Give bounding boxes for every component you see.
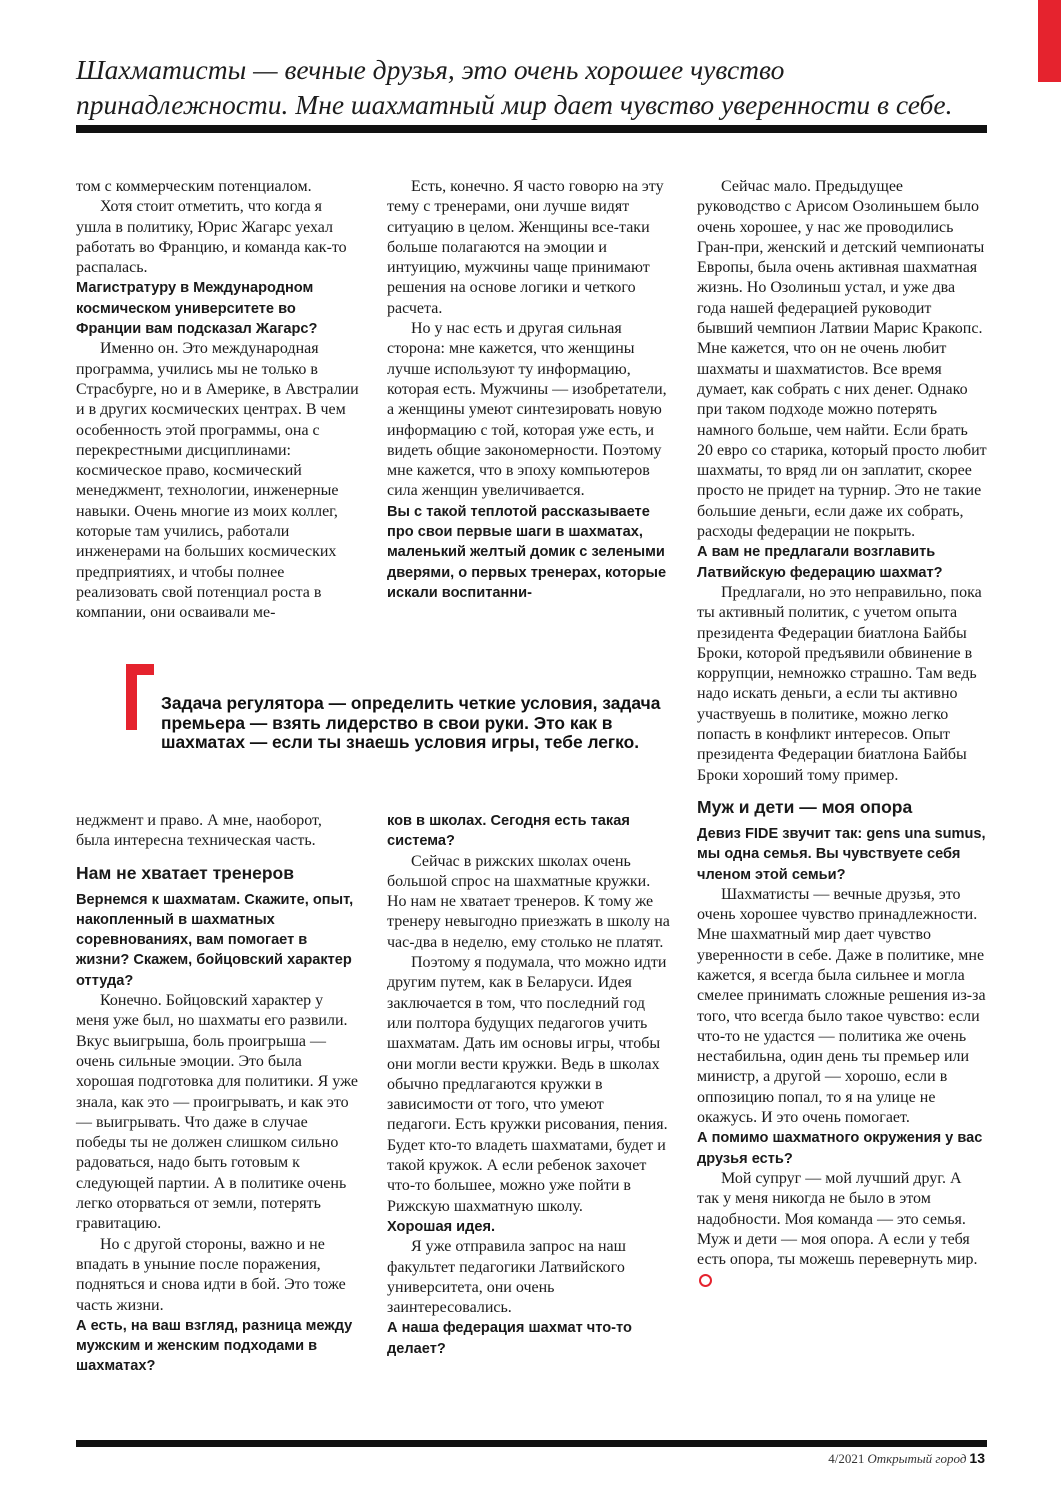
body-paragraph: Предлагали, но это неправильно, пока ты активный политик, с учетом опыта президента Федерации биатлона Байбы Броки, которой предъявили обвинение в коррупции, немножко страшно. Там ведь надо искать деньги, а если ты активно участвуешь в политике, можно легко попасть в конфликт интересов. Опыт президента Федерации биатлона Байбы Броки хороший тому пример. <box>697 583 982 784</box>
footer-issue: 4/2021 <box>828 1451 865 1466</box>
column-3 <box>697 177 987 1291</box>
body-paragraph: Мой супруг — мой лучший друг. А так у меня никогда не было в этом надобности. Моя команда — это семья. Муж и дети — моя опора. А если у тебя есть опора, ты можешь перевернуть мир. <box>697 1169 987 1291</box>
body-paragraph: Конечно. Бойцовский характер у меня уже был, но шахматы его развили. Вкус выигрыша, боль проигрыша — очень сильные эмоции. Это была хорошая подготовка для политики. Я уже знала, как это — проигрывать, и как это — выигрывать. Что даже в случае победы ты не должен слишком сильно радоваться, надо быть готовым к следующей партии. А в политике очень легко оторваться от земли, потерять гравитацию. <box>76 992 359 1233</box>
body-paragraph: неджмент и право. А мне, наоборот, была интересна техническая часть. <box>76 812 322 850</box>
page-number: 13 <box>969 1450 985 1466</box>
body-paragraph: Но у нас есть и другая сильная сторона: мне кажется, что женщины лучше используют ту информацию, которая есть. Мужчины — изобретатели, а женщины умеют синтезировать новую информацию с той, которая уже есть, и видеть общие закономерности. Поэтому мне кажется, что в эпоху компьютеров сила женщин увеличивается. <box>387 320 667 500</box>
body-paragraph: Есть, конечно. Я часто говорю на эту тему с тренерами, они лучше видят ситуацию в целом. Женщины все-таки больше полагаются на эмоции и интуицию, мужчины чаще принимают решения на основе логики и четкого расчета. <box>387 178 664 317</box>
corner-accent-bar <box>1038 0 1061 82</box>
highlight-quote-block <box>126 664 686 774</box>
interview-question: А вам не предлагали возглавить Латвийскую федерацию шахмат? <box>697 544 943 581</box>
body-paragraph: Именно он. Это международная программа, учились мы не только в Страсбурге, но и в Америке, в Австралии и в других космических центрах. В чем особенность этой программы, она с перекрестными дисциплинами: космическое право, космический менеджмент, технологии, инженерные навыки. Очень многие из моих коллег, которые там учились, работали инженерами на больших космических предприятиях, и чтобы полнее реализовать свой потенциал роста в компании, они осваивали ме- <box>76 340 359 622</box>
body-paragraph: Сейчас в рижских школах очень большой спрос на шахматные кружки. Но нам не хватает тренеров. К тому же тренеру невыгодно приезжать в школу на час-два в неделю, ему столько не платят. <box>387 852 670 951</box>
pull-quote-line-2: принадлежности. Мне шахматный мир дает чувство уверенности в себе. <box>76 89 953 120</box>
interview-question: А помимо шахматного окружения у вас друзья есть? <box>697 1130 983 1167</box>
interview-question: Хорошая идея. <box>387 1218 496 1235</box>
column-1-bottom <box>76 811 359 1377</box>
body-paragraph: Шахматисты — вечные друзья, это очень хорошее чувство принадлежности. Мне шахматный мир дает чувство уверенности в себе. Даже в политике, мне кажется, я всегда была сильнее и могла смелее принимать сложные решения из-за того, что всегда было такое чувство: если что-то не удастся — политика же очень нестабильна, один день ты премьер или министр, а другой — хорошо, если в оппозицию попал, то я на улице не окажусь. И это очень помогает. <box>697 885 986 1127</box>
interview-question: Девиз FIDE звучит так: gens una sumus, мы одна семья. Вы чувствуете себя членом этой семьи? <box>697 825 986 883</box>
column-1-top <box>76 177 359 624</box>
interview-question: Вернемся к шахматам. Скажите, опыт, накопленный в шахматных соревнованиях, вам помогает в жизни? Скажем, бойцовский характер оттуда? <box>76 891 354 989</box>
section-heading: Нам не хватает тренеров <box>76 862 295 883</box>
footer-magazine: Открытый город <box>867 1451 967 1466</box>
interview-question: ков в школах. Сегодня есть такая система? <box>387 813 630 850</box>
interview-question: А есть, на ваш взгляд, разница между мужским и женским подходами в шахматах? <box>76 1317 353 1375</box>
body-paragraph: Но с другой стороны, важно и не впадать в уныние после поражения, подняться и снова идти в бой. Это тоже часть жизни. <box>76 1235 346 1314</box>
section-heading: Муж и дети — моя опора <box>697 796 913 817</box>
highlight-quote: Задача регулятора — определить четкие условия, задача премьера — взять лидерство в свои руки. Это как в шахматах — если ты знаешь условия игры, тебе легко. <box>161 693 661 752</box>
column-2-bottom <box>387 811 670 1359</box>
bottom-rule <box>76 1440 987 1447</box>
top-rule <box>76 125 987 133</box>
body-paragraph: Сейчас мало. Предыдущее руководство с Арисом Озолиньшем было очень хорошее, у нас же проводились Гран-при, женский и детский чемпионаты Европы, была очень активная шахматная жизнь. Но Озолиньш устал, и уже два года нашей федерацией руководит бывший чемпион Латвии Марис Кракопс. Мне кажется, что он не очень любит шахматы и шахматистов. Все время думает, как собрать с них денег. Однако при таком подходе можно потерять намного больше, чем найти. Если брать 20 евро со старика, который просто любит шахматы, то вряд ли он заплатит, скорее просто не придет на турнир. Это не такие большие деньги, если даже их собрать, расходы федерации не покрыть. <box>697 178 987 541</box>
body-paragraph: Хотя стоит отметить, что когда я ушла в политику, Юрис Жагарс уехал работать во Францию, и команда как-то распалась. <box>76 198 347 277</box>
column-2-top <box>387 177 670 603</box>
end-mark-icon <box>699 1274 712 1287</box>
interview-question: А наша федерация шахмат что-то делает? <box>387 1320 632 1357</box>
page-footer <box>828 1450 985 1467</box>
pull-quote <box>76 52 1006 122</box>
pull-quote-line-1: Шахматисты — вечные друзья, это очень хорошее чувство <box>76 54 785 85</box>
body-paragraph: Поэтому я подумала, что можно идти другим путем, как в Беларуси. Идея заключается в том, что последний год или полтора будущих педагогов учить шахматам. Дать им основы игры, чтобы они могли вести кружки. Ведь в школах обычно предлагаются кружки в зависимости от того, что умеют педагоги. Есть кружки рисования, пения. Будет кто-то владеть шахматами, будет и такой кружок. А если ребенок захочет что-то большее, можно уже пойти в Рижскую шахматную школу. <box>387 954 668 1215</box>
interview-question: Вы с такой теплотой рассказываете про свои первые шаги в шахматах, маленький желтый домик с зелеными дверями, о первых тренерах, которые искали воспитанни- <box>387 503 667 601</box>
body-paragraph: Я уже отправила запрос на наш факультет педагогики Латвийского университета, они очень заинтересовались. <box>387 1238 626 1317</box>
interview-question: Магистратуру в Международном космическом университете во Франции вам подсказал Жагарс? <box>76 280 318 338</box>
quote-mark-icon <box>126 664 154 730</box>
body-paragraph: том с коммерческим потенциалом. <box>76 178 312 195</box>
